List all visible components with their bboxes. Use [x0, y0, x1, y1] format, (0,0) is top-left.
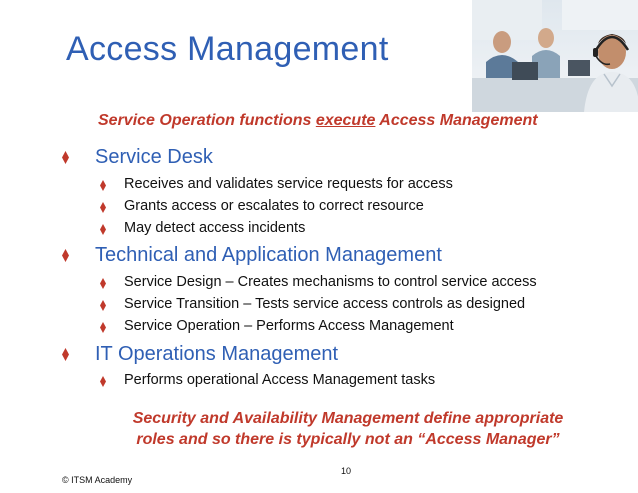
closing-note-line-1: Security and Availability Management define appropriate	[132, 410, 564, 427]
sub-bullet-text: Service Design – Creates mechanisms to control service access	[124, 274, 537, 290]
call-center-photo	[472, 0, 638, 112]
diamond-icon	[100, 202, 106, 213]
sub-bullet-text: Service Operation – Performs Access Management	[124, 318, 454, 334]
sub-bullet-text: Performs operational Access Management tasks	[124, 372, 436, 388]
subtitle-underlined: execute	[315, 112, 376, 129]
bullet-text: IT Operations Management	[95, 343, 339, 365]
sub-bullet-text: May detect access incidents	[124, 220, 306, 236]
diamond-icon	[100, 224, 106, 235]
diamond-icon	[100, 278, 106, 289]
slide-title: Access Management	[66, 30, 389, 68]
subtitle-after: Access Management	[375, 112, 538, 129]
page-number: 10	[341, 466, 352, 476]
bullet-text: Service Desk	[95, 146, 213, 168]
diamond-icon	[62, 348, 69, 361]
diamond-icon	[100, 300, 106, 311]
closing-note	[78, 408, 618, 450]
subtitle-before: Service Operation functions	[98, 112, 316, 129]
sub-bullet-text: Grants access or escalates to correct resource	[124, 198, 424, 214]
diamond-icon	[100, 376, 106, 387]
closing-note-line-2: roles and so there is typically not an “Access Manager”	[136, 431, 560, 448]
footer-copyright: © ITSM Academy	[62, 475, 133, 485]
sub-bullet-text: Service Transition – Tests service access controls as designed	[124, 296, 526, 312]
subtitle	[98, 112, 538, 130]
diamond-icon	[62, 249, 69, 262]
diamond-icon	[100, 180, 106, 191]
bullet-text: Technical and Application Management	[95, 244, 442, 266]
diamond-icon	[62, 151, 69, 164]
diamond-icon	[100, 322, 106, 333]
sub-bullet-text: Receives and validates service requests for access	[124, 176, 453, 192]
